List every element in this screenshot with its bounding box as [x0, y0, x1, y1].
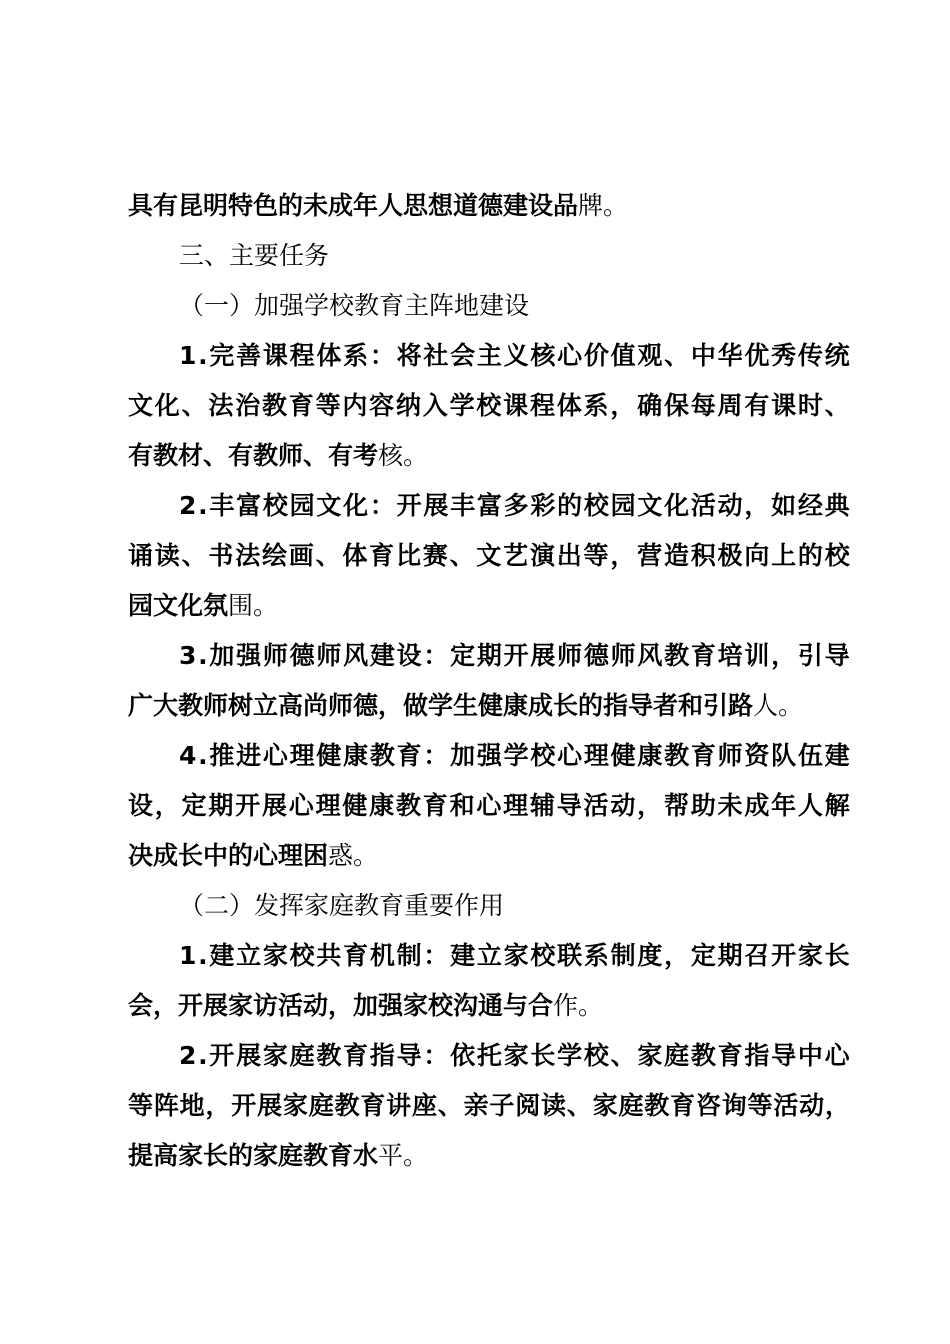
paragraph-last-bold: 有教材、有教师、有考 — [128, 441, 379, 470]
paragraph-line: 诵 读 、 书 法 绘 画 、 体 育 比 赛 、 文 艺 演 出 等 ， 营 造 积 极 向 上 的 校 — [128, 541, 850, 570]
paragraph-last-line — [128, 431, 850, 481]
task-item — [128, 731, 850, 881]
paragraph-tail-end: 牌。 — [578, 191, 629, 220]
paragraph-line: 设 ， 定 期 开 展 心 理 健 康 教 育 和 心 理 辅 导 活 动 ， 帮 助 未 成 年 人 解 — [128, 791, 850, 820]
paragraph-line: 3 . 加 强 师 德 师 风 建 设 ： 定 期 开 展 师 德 师 风 教 育 培 训 ， 引 导 — [179, 641, 850, 670]
paragraph-last-bold: 会，开展家访活动，加强家校沟通与合 — [128, 991, 554, 1020]
task-item — [128, 481, 850, 631]
paragraph-last-end: 平。 — [378, 1141, 429, 1170]
paragraph-line: 文 化 、 法 治 教 育 等 内 容 纳 入 学 校 课 程 体 系 ， 确 保 每 周 有 课 时 、 — [128, 391, 850, 420]
paragraph-last-line — [128, 831, 850, 881]
paragraph-line: 1 . 建 立 家 校 共 育 机 制 ： 建 立 家 校 联 系 制 度 ， 定 期 召 开 家 长 — [179, 941, 850, 970]
paragraph-line: 等 阵 地 ， 开 展 家 庭 教 育 讲 座 、 亲 子 阅 读 、 家 庭 教 育 咨 询 等 活 动 ， — [128, 1091, 850, 1120]
section-subheading: （一）加强学校教育主阵地建设 — [179, 291, 530, 320]
document-body — [128, 181, 850, 1181]
paragraph-last-bold: 决成长中的心理困 — [128, 841, 329, 870]
paragraph-last-line — [128, 1131, 850, 1181]
paragraph-tail-bold: 具有昆明特色的未成年人思想道德建设品 — [128, 191, 579, 220]
paragraph-line: 4 . 推 进 心 理 健 康 教 育 ： 加 强 学 校 心 理 健 康 教 育 师 资 队 伍 建 — [179, 741, 850, 770]
task-item — [128, 331, 850, 481]
paragraph-line: 2 . 开 展 家 庭 教 育 指 导 ： 依 托 家 长 学 校 、 家 庭 教 育 指 导 中 心 — [179, 1041, 850, 1070]
task-item — [128, 931, 850, 1031]
paragraph-last-end: 作。 — [553, 991, 604, 1020]
task-item — [128, 631, 850, 731]
section-subheading: （二）发挥家庭教育重要作用 — [179, 891, 505, 920]
paragraph-last-bold: 广大教师树立高尚师德，做学生健康成长的指导者和引路 — [128, 691, 754, 720]
paragraph-last-end: 围。 — [228, 591, 279, 620]
paragraph-last-end: 惑。 — [328, 841, 379, 870]
paragraph-last-line — [128, 981, 850, 1031]
paragraph-tail — [128, 181, 850, 231]
paragraph-last-bold: 园文化氛 — [128, 591, 229, 620]
paragraph-line: 1 . 完 善 课 程 体 系 ： 将 社 会 主 义 核 心 价 值 观 、 中 华 优 秀 传 统 — [179, 341, 850, 370]
paragraph-last-bold: 提高家长的家庭教育水 — [128, 1141, 379, 1170]
paragraph-last-line — [128, 581, 850, 631]
paragraph-line: 2 . 丰 富 校 园 文 化 ： 开 展 丰 富 多 彩 的 校 园 文 化 活 动 ， 如 经 典 — [179, 491, 850, 520]
paragraph-last-end: 核。 — [378, 441, 429, 470]
task-item — [128, 1031, 850, 1181]
paragraph-last-line — [128, 681, 850, 731]
section-heading: 三、主要任务 — [179, 241, 330, 270]
paragraph-last-end: 人。 — [753, 691, 804, 720]
